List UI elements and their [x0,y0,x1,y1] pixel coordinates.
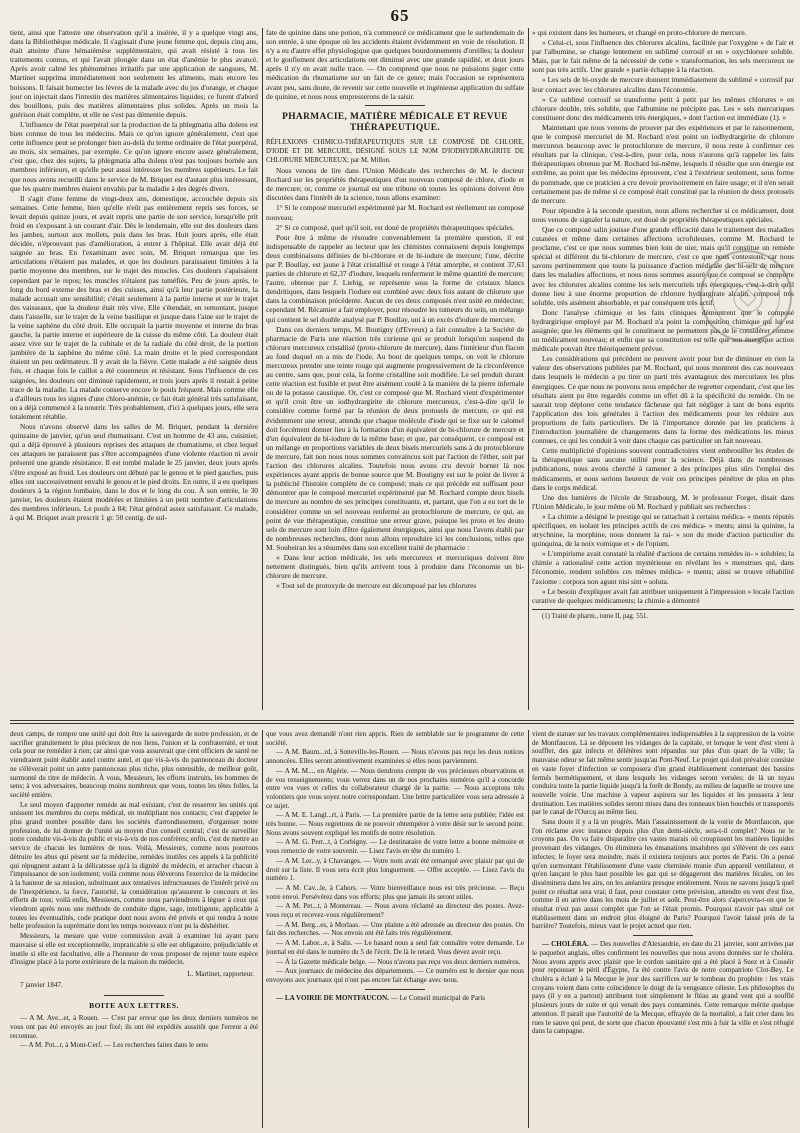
news-item [266,994,524,1003]
paragraph: » Celui-ci, sous l'influence des chlorures alcalins, facilitée par l'oxygène » de l'air et par l'albumine, se change lentement en sublimé corrosif et en » oxychlorure soluble. Mais, par le fait même de la nécessité de cette » transformation, les sels mercureux ne sont pas très actifs. Une grande » partie échappe à la réaction. [532,38,794,75]
divider [365,989,425,990]
paragraph: » Les sels de bi-oxyde de mercure donnent immédiatement du sublimé » corrosif par leur contact avec les chlorures alcalins dans l'économie. [532,75,794,94]
paragraph: Pour être à même de résoudre convenablement la première question, il est indispensable de rappeler au lecteur que les chimistes connaissent depuis longtemps deux combinaisons définies de bi-chlorure et de bi-iodure de mercure; l'une, décrite par P. Boullay, est jaune à l'état cristallisé et rouge à l'état amorphe, et contient 37,63 parties de chlorure et 62,37 d'iodure, lesquels renferment le même quantité de mercure; l'autre, obtenue par J. Liebig, se représente sous la forme de cristaux blancs dendritiques, dans lesquels l'iodure est combiné avec deux fois autant de chlorure que dans la combinaison précédente. Aucun de ces deux composés n'est usité en médecine; cependant M. Récamier a fait employer, pour résoudre les tumeurs du sein, un mélange qui contient le sel double analysé par P. Boullay, uni à un excès d'iodure de mercure. [266,232,524,324]
stamp-emblem-icon [702,252,794,344]
bottom-column-3 [532,730,794,1128]
paragraph: 1° Si le composé mercuriel expérimenté par M. Rochard est réellement un composé nouveau; [266,203,524,222]
column-rule [262,730,263,1128]
divider [633,935,693,936]
paragraph: Maintenant que nous venons de prouver par des expériences et par le raisonnement, que le composé mercuriel de M. Rochard n'est point un iodhydrargirite de chlorure mercureux beaucoup avec le protochlorure de mercure, il nous reste à confirmer ces résultats par la clinique, c'est-à-dire, pour cela, nous n'aurons qu'à rappeler les faits thérapeutiques obtenus par M. Rochard lui-même, lesquels il résulte que son énergie est extrême, au point que les médecins éprouvent, c'est à l'extérieur seulement, sous forme de pommade, que ce praticien a cru devoir provisoirement en faire usage; et il n'en serait certainement pas de même si ce composé était constitué par la réunion de deux protosels de mercure. [532,122,794,205]
horizontal-divider [10,723,794,724]
letter-reply: — A M. Pot...r, à Mont-Cerf. — Les recherches faites dans le sens [20,1041,209,1050]
paragraph: « Dans leur action médicale, les sels mercureux et mercuriques doivent être nettement distingués, bien qu'ils arrivent tous à produire dans l'économie un bi-chlorure de mercure. [266,552,524,581]
paragraph: » Le besoin d'expliquer avait fait attribuer uniquement à l'impression » locale l'action curative de quelques médicaments; la chimie a démontré [532,586,794,605]
bottom-column-1 [10,730,258,1128]
top-column-1 [10,28,258,710]
letter-reply: — A M. E. Langl...rt, à Paris. — La première partie de la lettre sera publiée; l'idée est très bonne. — Nous regrettons de ne pouvoir obtempérer à votre désir sur le second point. Nous avons souvent expliqué les motifs de notre résolution. [266,811,524,837]
letter-reply: — A M. Berg...es, à Morlaas. — Une plainte a été adressée au directeur des postes. On fait des recherches. — Nos envois ont été faits très régulièrement. [266,920,524,938]
paragraph: Sans doute il y a là un progrès. Mais l'assainissement de la voirie de Montfaucon, que l'on réclame avec instance depuis plus d'un demi-siècle, sera-t-il complet? Nous ne le croyons pas. On va faire disparaître ces vastes marais où croupissent les matières liquides provenant des vidanges. On éliminera les émanations insalubres qui s'élèvent de ces eaux infectes; le foyer sera moindre, mais il existera toujours aux portes de Paris. On a pensé qu'en surmontant l'établissement d'une vaste cheminée munie d'un appareil ventilateur, et qu'en lançant le plus haut possible les gaz qui se dégageront des matières fécales, on les disséminera dans les airs, on les anéantira presque entièrement. Nous ne savons jusqu'à quel point ce résultat sera vrai; il faut, pour constater cette prévision, attendre en vent d'est fixe, comme il en arrive dans les mois de juillet et août. Peut-être alors s'apercevra-t-on que le résultat n'est pas aussi complet que l'on se l'était promis. Pourquoi n'avoir pas situé cet établissement dans un endroit plus éloigné de Paris? Pourquoi l'avoir laissé près de la barrière? Toutefois, mieux vaut le projet actuel que rien. [532,818,794,931]
paragraph: 2° Si ce composé, quel qu'il soit, est doué de propriétés thérapeutiques spéciales. [276,222,515,232]
paragraph: vient de statuer sur les travaux complémentaires indispensables à la suppression de la voirie de Montfaucon. Là se déposent les vidanges de la capitale, et lorsque le vent d'est vient à souffler, des gaz infects et délétères sont répandus sur plus d'un quart de la ville; la mauvaise odeur se fait même sentir jusqu'au Pont-Neuf. Le projet qui doit prévaloir consiste en vaste foyer d'infection se composera d'un grand établissement contenant des bassins fermés hermétiquement, et dans lesquels les vidanges seront versées; de là un tuyau conduira toute la partie liquide jusqu'à la forêt de Bondy, au milieu de laquelle se trouve une nouvelle voirie. Une machine à vapeur aspirera sur les liquides et les poussera à leur destination. Les matières solides seront mises dans des tonneaux bien bouchés et transportés par le canal de l'Ourcq au même lieu. [532,730,794,817]
paragraph: » L'empirisme avait constaté la réalité d'actions de certains remèdes in- » solubles; la chimie a rationalisé cette action mystérieuse en révélant les » menstrues qui, dans l'économie, rendent solubles ces mêmes médica- » ments; ainsi se trouve réhabilité l'axiome : corpora non agunt nisi sint » soluta. [532,549,794,586]
paragraph: Les considérations qui précèdent ne peuvent avoir pour but de diminuer en rien la valeur des observations publiées par M. Rochard, qui nous montrent des cas nouveaux dans lesquels le médecin a pu tirer un parti très avantageux des mercuriaux les plus énergiques. Ce que nous ne pouvons nous empêcher de regretter cependant, c'est que les résultats aient pu être regardés comme un effet dû à la spécificité du remède. On ne saurait trop déplorer cette tendance fâcheuse qui fait négliger à tant de bons esprits l'application des lois générales à l'action des médicaments pour les réduire aux proportions de faits particuliers. De là l'importance donnée par les praticiens à l'introduction journalière de changements dans la forme des médications les mieux connues, ce qui les conduit à voir dans chaque cas particulier un fait nouveau. [532,354,794,446]
paragraph: » qui existent dans les humeurs, et changé en proto-chlorure de mercure. [532,28,747,37]
paragraph: L'influence de l'état puerpéral sur la production de la phlegmatia alba dolens est bien connue de tous les médecins. Mais ce qu'on ignore généralement, c'est que cette influence peut se prolonger bien au-delà du terme ordinaire de l'état puerpéral, au mois, six semaines, par exemple. Ce qu'on ignore encore assez généralement, c'est que, chez des sujets, la phlegmatia alba dolens n'est pas toujours bornée aux membres inférieurs, et qu'elle peut aussi intéresser les membres supérieurs. Le fait que nous avons recueilli dans le service de M. Briquet est d'autant plus intéressant, que les quatre membres étaient envahis par la maladie à des degrés divers. [10,119,258,193]
letter-reply: — A M. Ler...y, à Chavanges. — Votre nom avait été remarqué avec plaisir par qui de droit sur la liste. Il vous sera écrit plus longuement. — Offre acceptée. — Lisez l'avis du numéro 1. [266,856,524,883]
column-rule [528,28,529,710]
article-title: RÉFLEXIONS CHIMICO-THÉRAPEUTIQUES SUR LE COMPOSÉ DE CHLORE, D'IODE ET DE MERCURE, DÉSIGNÉ SOUS LE NOM D'IODHYDRARGIRITE DE CHLORURE MERCUREUX; par M. Millon. [266,138,524,164]
horizontal-divider [10,720,794,721]
letter-reply: — A M. Cav...le, à Cahors. — Votre bienveillance nous est très précieuse. — Reçu votre envoi. Persévérez dans vos efforts; plus que jamais ils seront utiles. [266,883,524,901]
letter-reply: — A M. Labor...e, à Salis. — Le hasard nous a seul fait connaître votre demande. Le journal en été dans le numéro du 5 de l'écrit. De là le retard. Vous devez avoir reçu. [266,939,524,956]
divider [104,995,164,996]
paragraph: Que ce composé salin jouisse d'une grande efficacité dans le traitement des maladies cutanées et même dans certaines affections scrofuleuses, comme M. Rochard le proclame, c'est ce que nous sommes bien loin de nier, mais qu'il constitue un remède spécial et différent du bi-chlorure de mercure, c'est ce que nous contestons, car nous savons pertinemment que toute la puissance d'action médicale des bi-sels de mercure dans les maladies affections, et nous nous sommes assuré que ce composé se comporte avec les chlorures alcalins comme les sels mercuriels très énergiques, c'est-à-dire qu'il donne lieu à une énorme proportion de chlorure hydrargirate alcalin, composé très soluble, très aisément absorbable, et par conséquent très actif. [532,224,794,307]
paragraph: tient, ainsi que l'atteste une observation qu'il a insérée, il y a quelque vingt ans, dans la Bibliothèque médicale. Il s'agissait d'une jeune femme qui, depuis cinq ans, était atteinte d'une hématémèse supplémentaire, qui avait résisté à tous les traitements connus, et qui l'avait plongée dans un état d'anémie le plus avancé. Après avoir calmé les phénomènes irritatifs par une application de sangsues, M. Martinet supprima immédiatement non seulement les aliments, mais encore les boissons. Il faisait humecter les lèvres de la malade avec du jus d'orange, et chaque jour on injectait dans l'intestin des matières alimentaires liquides; ce furent d'abord des bouillons, puis des matières alimentaires plus solides. Après un mois la guérison était complète, et elle ne s'est pas démentie depuis. [10,28,258,119]
paragraph: Une des lumières de l'école de Strasbourg, M. le professeur Forget, disait dans l'Union Médicale, le jour même où M. Rochard y publiait ses recherches : [532,492,794,511]
signature: L. Martinet, rapporteur. [187,969,254,978]
letter-reply: — A M. Baum...rd, à Sotteville-les-Rouen. — Nous n'avons pas reçu les deux notices annoncées. Elles seront attentivement examinées si elles nous parviennent. [266,748,524,766]
paragraph: fate de quinine dans une potion, n'a commencé ce médicament que le surlendemain de son entrée, à une époque où les accidents étaient évidemment en voie de résolution. Il n'y a eu d'autre effet physiologique que quelques bourdonnements d'oreilles; la douleur et le gonflement des articulations ont diminué avec une grande rapidité, et deux jours après il n'y en avait nulle trace. — On comprend que nous ne puissions juger cette médication du rhumatisme sur un fait de ce genre; mais l'occasion se représentera avant peu, sans doute, de revenir sur cette nouvelle et ingénieuse application du sulfate de quinine, et nous nous empresserons de la saisir. [266,28,524,101]
paragraph: » Ce sublimé corrosif se transforme petit à petit par les mêmes chlorures » en chlorure double, très soluble, que l'albumine ne précipite pas. Les » sels mercuriques constituent donc des médicaments très énergiques, » dont l'action est immédiate (1). » [532,94,794,122]
paragraph: « La chimie a désigné le prestige qui se rattachait à certains médica- » ments réputés spécifiques, en isolant les principes actifs de ces médica- » ments; ainsi la quinine, la strychnine, la morphine, nous donnent la rai- » son du mode d'action particulier du quinquina, de la noix vomique et » de l'opium. [532,511,794,549]
paragraph: deux camps, de rompre une unité qui doit être la sauvegarde de notre profession, et de sacrifier gratuitement le plus précieux de nos liens, l'union et la confraternité, et tout cela pour ne remédier à rien; car ainsi que vous assurerait que cent officiers de santé ne viendraient point établir autel contre autel, et que vis-à-vis du pannonceau du docteur ne s'élèverait point un autre pannonceau plus riche, plus ostensible, de meilleur goût, surmonté du titre de médecin. À vous, Messieurs, les efforts instruits, les hommes de sens; à vos adversaires, beaucoup moins nombreux que vous, toutes les têtes folles, la société entière. [10,730,258,799]
letter-reply: que vous avez demandé n'ont rien appris. Rien de semblable sur le programme de cette société. [266,730,524,747]
dateline: 7 janvier 1847. [20,980,63,989]
letter-reply: — A M. Pet...t, à Montereau. — Nous avons réclamé au directeur des postes. Avez-vous reçu et recevez-vous régulièrement? [266,902,524,920]
letter-reply: — A M. G. Perr...t, à Corbigny. — Le destinataire de votre lettre a bonne mémoire et vous remercie de votre souvenir. — Lisez l'avis en tête du numéro 1. [266,838,524,856]
letter-reply: — A M. M..., en Algérie. — Nous tiendrons compte de vos précieuses observations et de vos renseignements; vous verrez dans un de nos prochains numéros qu'il a concorde entre vos vues et celles du collaborateur chargé de la partie. — Nous acceptons très volontiers que vous soyez notre correspondant. Une lettre particulière vous sera adressée à ce sujet. [266,766,524,810]
paragraph: Nous venons de lire dans l'Union Médicale des recherches de M. le docteur Rochard sur les propriétés thérapeutiques d'un nouveau composé de chlore, d'iode et de mercure; or, comme ce journal est une tribune où toutes les opinions doivent être discutées dans l'intérêt de la science, nous allons examiner: [266,166,524,203]
paragraph: Nous n'avons observé dans les salles de M. Briquet, pendant la dernière quinzaine de janvier, qu'un seul rhumatisant. C'est un homme de 43 ans, cuisinier, qui a déjà éprouvé à plusieurs reprises des attaques de rhumatisme, et chez lequel ces attaques ne paraissent pas s'être accompagnées d'une violente réaction ni avoir présenté une grande résistance. Il est tombé malade le 25 janvier, deux jours après s'être exposé au froid. Les douleurs ont débuté par le genou et le pied gauches, puis elles ont successivement envahi le genou et le pied droits. En outre, il a eu quelques douleurs à la région lombaire, dans le dos et le long du cou. À son entrée, le 30 janvier, les douleurs étaient modérées et limitées à un petit nombre d'articulations des membres inférieurs. Le pouls à 84; l'état général assez satisfaisant. Ce malade, à qui M. Briquet avait prescrit 1 gr. 50 centig. de sul- [10,422,258,522]
news-text: — Le Conseil municipal de Paris [390,993,486,1002]
paragraph: Pour répondre à la seconde question, nous allons rechercher si ce médicament, dont nous venons de signaler la nature, est doué de propriétés thérapeutiques spéciales. [532,205,794,224]
letters-title: BOITE AUX LETTRES. [89,1001,179,1011]
letter-reply: — À la Gazette médicale belge. — Nous n'avons pas reçu vos deux derniers numéros. [276,957,521,966]
paragraph: Le seul moyen d'apporter remède au mal existant, c'est de resserrer les unités qui unissent les membres du corps médical, en multipliant nos contacts; c'est d'appeler le plus grand nombre possible dans les sociétés d'arrondissement, d'organiser notre profession, de lui donner de l'unité au moyen d'un conseil central; c'est de surveiller notre conduite vis-à-vis du public et vis-à-vis de nos confrères; enfin, c'est de mettre au service de chacun les lumières de tous. Voilà, Messieurs, comme nous pourrons détruire les abus qui pèsent sur la médecine, remèdes inutiles ces appels à la publicité qui répugnent autant à la délicatesse qu'à la dignité du médecin, et arracher chacun à l'impuissance de son isolement; voilà comme nous élèverons l'exercice de la médecine à la hauteur de sa mission, substituant aux tentatives infructueuses de l'intérêt privé ou de l'inexpérience, la force, l'autorité, la considération qu'assurent le concours et les efforts de tous; voilà enfin, Messieurs, comme nous parviendrons à léguer à ceux qui viendront après nous une méthode de conduite digne, sage, intelligente, applicable à toutes les éventualités, code pratique dont nous avons été privés et qui rendra à notre belle profession la suprématie dont les temps nouveaux n'ont pu la déshériter. [10,800,258,931]
top-column-2 [266,28,524,710]
letter-reply: — A M. Ave...et, à Rouen. — C'est par erreur que les deux derniers numéros ne vous ont pas été envoyés au jour fixé; ils ont été expédiés aussitôt que l'erreur a été reconnue. [10,1014,258,1040]
column-rule [528,730,529,1128]
top-column-3 [532,28,794,710]
paragraph: Il s'agit d'une femme de vingt-deux ans, domestique, accouchée depuis six semaines. Cette femme, bien qu'elle n'eût pas entièrement repris ses forces, se levait depuis quinze jours, et avait repris une partie de son service, lorsqu'elle prit froid en s'exposant à un courant d'air. Dès le lendemain, elle eut des douleurs dans les jambes, surtout aux mollets, puis dans les bras. Huit jours après, elle était décidée, n'éprouvant pas d'amélioration, à entrer à l'hôpital. Elle avait déjà été saignée au bras. En l'examinant avec soin, M. Briquet remarqua que les articulations n'étaient pas malades, et que les douleurs paraissaient limitées à la partie moyenne des membres, sur le trajet des muscles. Ces douleurs s'apaisaient cependant par le repos; les muscles n'étaient pas tuméfiés. Peu de jours après, le long du bord externe des bras et des cuisses, ainsi qu'à leur partie postérieure, la malade accusait une sensibilité; c'était seulement à la partie interne et sur le trajet des vaisseaux, que la douleur était très vive. Elle s'étendait, en remontant, jusque dans l'aisselle, sur le trajet de la veine basilique et jusque dans l'aine sur le trajet de la veine saphène du côté droit. Elle occupait la partie moyenne et interne du bras gauche, la partie interne et supérieure de la cuisse du même côté. La douleur était assez vive sur le trajet de la cubitale et de la radiale du côté droit, de la portion jambière de la saphène du même côté. La main droite et le pied correspondant étaient un peu œdémateux. Il y avait de la fièvre. Cette malade a été saignée deux fois, et chaque fois le caillot a été couenneux et résistant. Sous l'influence de ces saignées, les douleurs ont diminué rapidement, et trois jours après il restait à peine trace de la maladie. La malade conserve encore le pouls fréquent. Mais comme elle a d'ailleurs tous les signes d'une chloro-anémie, ce fait était général très satisfaisant, on a déjà commencé à la nourrir. Très probablement, d'ici à quelques jours, elle sera totalement rétablie. [10,193,258,421]
paragraph: Donc l'analyse chimique et les faits cliniques démontrent que le composé hydrargirique employé par M. Rochard n'a point la composition chimique qui lui est assignée; que les éléments qui le constituent ne permettent pas de le considérer comme un médicament nouveau; et enfin que sa constitution est telle que son énergique action médicale pouvait être théoriquement prévue. [532,307,794,354]
footnote: (1) Traité de pharm., tome II, pag. 551. [532,609,794,621]
letter-reply: — Aux journaux de médecine des départements. — Ce numéro est le dernier que nous envoyons aux journaux qui n'ont pas encore fait échange avec nous. [266,967,524,984]
news-title: — CHOLÉRA. [542,940,589,949]
column-rule [262,28,263,710]
section-title: PHARMACIE, MATIÈRE MÉDICALE ET REVUE THÉRAPEUTIQUE. [282,111,508,133]
divider [365,105,425,106]
news-text: — Des nouvelles d'Alexandrie, en date du 21 janvier, sont arrivées par le paquebot anglais, elles confirment les nouvelles que nous avons données sur le choléra. Nous avons appris avec plaisir que le cordon sanitaire qui a été placé à Suez et à Cosséir pour repousser le péril d'Égypte, l'a été contre l'avis de notre compatriote Clot-Bey. Le choléra a éclaté à la Mecque le jour des sacrifices sur le tombeau du prophète : les vrais croyans voient dans cette coïncidence le doigt de la vengeance céleste. Les philosophes du pays (il y en a partout) attribuent tout simplement le fléau au grand vent qui a soufflé plusieurs jours de suite et qui venait des pays contaminés. Cette remarque mérite quelque attention. Il paraît que l'autorité de la Mecque, effrayée de la mortalité, a fait crier dans les rues le sauve qui peut, de sorte que chacun épouvanté s'est mis à fuir la ville et s'est réfugié dans la campagne. [532,940,794,1036]
paragraph: Dans ces derniers temps, M. Boutigny (d'Evreux) a fait connaître à la Société de pharmacie de Paris une réaction très curieuse qui se produit lorsqu'on suspend du chlorure mercureux cristallisé (proto-chlorure de mercure), dans l'intérieur d'un flacon au fond duquel on a mis de l'iode. Au bout de quelques temps, on voit le chlorure mercureux prendre une teinte rouge qui augmente progressivement de la circonférence au centre, sans que, pour cela, la forme cristalline soit modifiée. Le sel produit durant cette réaction est fusible et peut être aisément coulé à la manière de la pierre infernale ou de la potasse caustique. Or, c'est ce composé que M. Rochard vient d'expérimenter et qu'il croit être un iodhydrargirite de chlorure mercureux, c'est-à-dire qu'il le considère comme formé par la réunion de deux protosels de mercure, ce qui est évidemment une erreur, attendu que chaque molécule d'iode qui se fixe sur le calomel doit forcément donner lieu à la formation d'un équivalent de bi-chlorure de mercure et d'un équivalent de bi-iodure de la même base; et que, par conséquent, ce composé est un mélange en proportions variables de deux bisels mercuriels sans à du protochlorure de mercure, fait non nous nous sommes convaincus soit par l'action de l'éther, soit par l'action des chlorures alcalins. Toutefois nous avons cru devoir borner là nos expériences ayant appris de bonne source que M. Boutigny est sur le point de livrer à la publicité l'histoire complète de ce composé; mais ce qui précède est suffisant pour démontrer que le composé mercuriel expérimenté par M. Rochard compte deux bisels de mercure au nombre de ses principes constituants, et, partant, que l'on a eu tort de le considérer comme un sel nouveau renfermé au protochlorure de mercure, ce qui, au point de vue thérapeutique, constitue une erreur grave, puisque les proto et les deuto sels de mercure sont loin d'être également énergiques, ainsi que nous l'avons établi par de nombreuses recherches, dont nous allons reproduire ici les conclusions, telles que M. Soubeiran les a résumées dans son excellent traité de pharmacie : [266,324,524,552]
paragraph: Cette multiplicité d'opinions souvent contradictoires vient embrouiller les études de la thérapeutique sans aucune utilité pour la science. Déjà dans de nombreuses publications, nous avons cherché à ramener à des principes plus sûrs l'emploi des médicaments, et nous serions heureux de voir ces principes pénétrer de plus en plus dans le corps médical. [532,446,794,492]
library-stamp [700,250,792,342]
bottom-column-2 [266,730,524,1128]
news-title: — LA VOIRIE DE MONTFAUCON. [276,993,389,1002]
paragraph: Messieurs, la mesure que votre commission avait à examiner lui ayant paru mauvaise si elle est exceptionnelle, impraticable si elle est obligatoire, préjudiciable et inutile si elle est facultative, elle a l'honneur de vous proposer de rejeter toute espèce d'insigne placé à la porte extérieure de la maison du médecin. [10,932,258,967]
news-item [532,940,794,1036]
paragraph: « Tout sel de protoxyde de mercure est décomposé par les chlorures [276,581,477,591]
page-number: 65 [390,6,410,25]
